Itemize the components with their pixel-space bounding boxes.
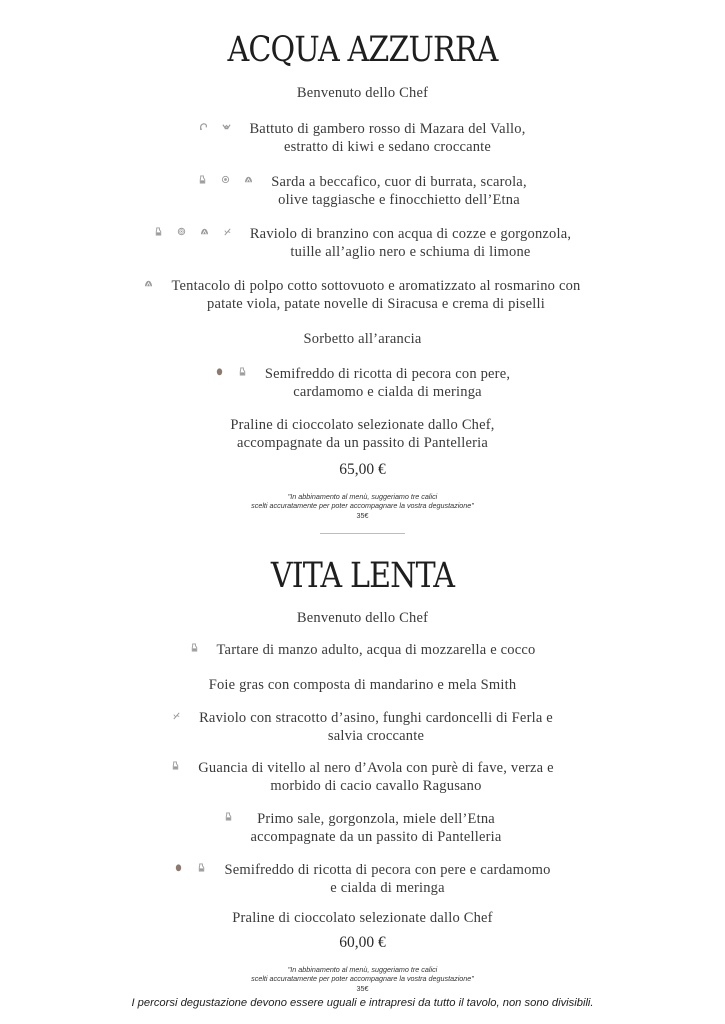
menu-item — [0, 330, 725, 348]
dish-description: Tentacolo di polpo cotto sottovuoto e aromatizzato al rosmarino con patate viola, patate novelle di Siracusa e crema di piselli — [171, 278, 581, 312]
egg-icon — [174, 863, 183, 872]
footer-note: I percorsi degustazione devono essere uguali e intrapresi da tutto il tavolo, non sono divisibili. — [131, 997, 594, 1009]
allergen-icons — [198, 173, 253, 184]
nut-icon — [244, 175, 253, 184]
menu-price: 60,00 € — [339, 934, 386, 951]
menu-title: ACQUA AZZURRA — [227, 30, 498, 70]
shellfish-icon — [177, 227, 186, 236]
allergen-icons — [199, 120, 231, 131]
gluten-icon — [223, 227, 232, 236]
menu-item — [0, 365, 725, 401]
menu-price: 65,00 € — [339, 461, 386, 478]
milk-icon — [190, 643, 199, 652]
dish-description: Semifreddo di ricotta di pecora con pere, cardamomo e cialda di meringa — [264, 366, 511, 400]
menu-title: VITA LENTA — [270, 556, 455, 596]
menu-intro: Benvenuto dello Chef — [296, 85, 429, 101]
allergen-icons — [174, 861, 206, 872]
milk-icon — [198, 175, 207, 184]
gluten-icon — [172, 711, 181, 720]
menu-item — [0, 861, 725, 897]
shrimp-icon — [199, 122, 208, 131]
menu-item — [0, 173, 725, 209]
crustacean-icon — [222, 122, 231, 131]
allergen-icons — [171, 759, 180, 770]
dish-description: Raviolo di branzino con acqua di cozze e gorgonzola, tuille all’aglio nero e schiuma di limone — [249, 226, 572, 260]
dish-description: Semifreddo di ricotta di pecora con pere e cardamomo e cialda di meringa — [224, 862, 551, 896]
wine-pairing-price: 35€ — [356, 510, 369, 520]
dish-description: Praline di cioccolato selezionate dallo Chef, accompagnate da un passito di Pantelleria — [230, 417, 495, 451]
nut-icon — [200, 227, 209, 236]
allergen-icons — [154, 225, 232, 236]
menu-intro: Benvenuto dello Chef — [296, 610, 429, 626]
menu-item — [0, 909, 725, 927]
milk-icon — [154, 227, 163, 236]
allergen-icons — [172, 709, 181, 720]
milk-icon — [197, 863, 206, 872]
allergen-icons — [190, 641, 199, 652]
dish-description: Tartare di manzo adulto, acqua di mozzarella e cocco — [216, 642, 536, 658]
milk-icon — [171, 761, 180, 770]
wine-pairing-note — [0, 482, 725, 530]
menu-item — [0, 120, 725, 156]
menu-item — [0, 759, 725, 795]
allergen-icons — [215, 365, 247, 376]
menu-item — [0, 810, 725, 846]
fish-icon — [221, 175, 230, 184]
dish-description: Raviolo con stracotto d’asino, funghi cardoncelli di Ferla e salvia croccante — [199, 710, 553, 744]
menu-item — [0, 225, 725, 261]
wine-pairing-text: "In abbinamento al menù, suggeriamo tre calici scelti accuratamente per poter accompagnare la vostra degustazione" — [251, 964, 474, 983]
section-divider — [320, 533, 405, 534]
milk-icon — [238, 367, 247, 376]
menu-item — [0, 676, 725, 694]
milk-icon — [224, 812, 233, 821]
dish-description: Primo sale, gorgonzola, miele dell’Etna accompagnate da un passito di Pantelleria — [250, 811, 502, 845]
dish-description: Sarda a beccafico, cuor di burrata, scarola, olive taggiasche e finocchietto dell’Etna — [271, 174, 527, 208]
dish-description: Foie gras con composta di mandarino e mela Smith — [208, 677, 517, 693]
wine-pairing-price: 35€ — [356, 983, 369, 993]
nut-icon — [144, 279, 153, 288]
dish-description: Battuto di gambero rosso di Mazara del Vallo, estratto di kiwi e sedano croccante — [249, 121, 526, 155]
menu-item — [0, 277, 725, 313]
allergen-icons — [144, 277, 153, 288]
menu-item — [0, 641, 725, 659]
allergen-icons — [224, 810, 233, 821]
menu-item — [0, 416, 725, 452]
dish-description: Sorbetto all’arancia — [303, 331, 422, 347]
egg-icon — [215, 367, 224, 376]
dish-description: Praline di cioccolato selezionate dallo Chef — [232, 910, 493, 926]
menu-item — [0, 709, 725, 745]
wine-pairing-text: "In abbinamento al menù, suggeriamo tre calici scelti accuratamente per poter accompagnare la vostra degustazione" — [251, 491, 474, 510]
dish-description: Guancia di vitello al nero d’Avola con purè di fave, verza e morbido di cacio cavallo Ragusano — [198, 760, 554, 794]
